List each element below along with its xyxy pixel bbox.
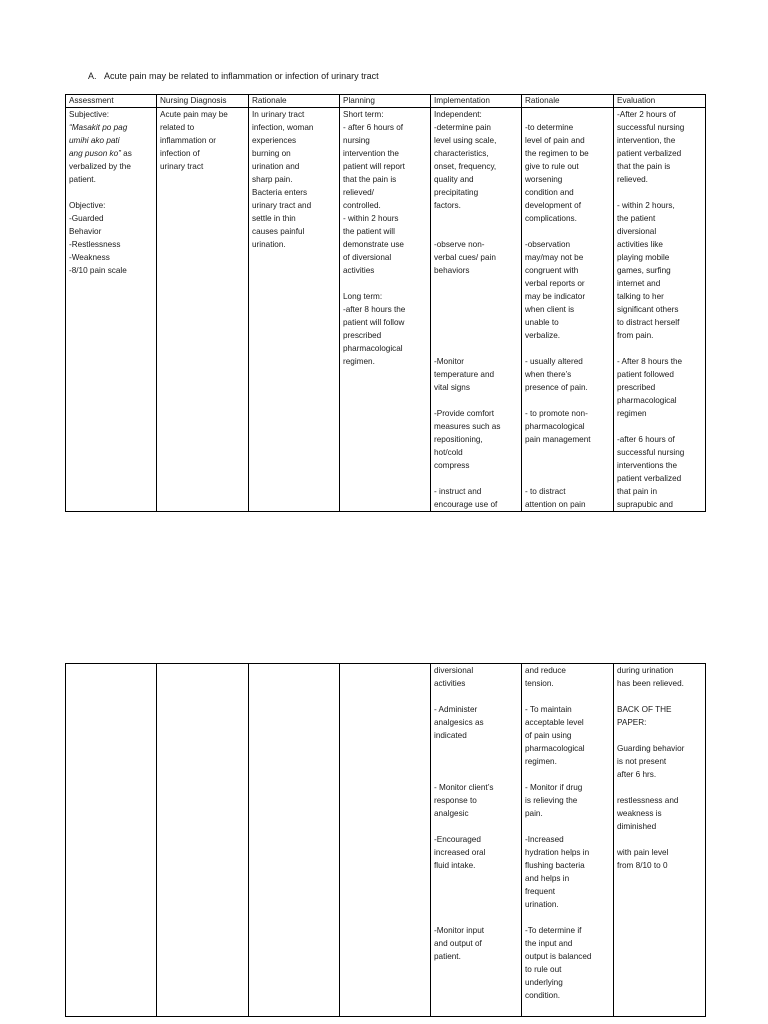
evaluation-line: internet and [617,279,661,288]
rationale2-line: and helps in [525,874,570,883]
rationale2-line: congruent with [525,266,579,275]
rationale2-line: -Increased [525,835,564,844]
implementation-line: factors. [434,201,461,210]
subjective-label: Subjective: [69,110,110,119]
rationale2-line: condition and [525,188,574,197]
rationale2-line: -observation [525,240,571,249]
implementation-line: level using scale, [434,136,497,145]
implementation-line: - Administer [434,705,478,714]
rationale2-line: verbalize. [525,331,561,340]
rationale2-line: and reduce [525,666,566,675]
rationale2-line: output is balanced [525,952,592,961]
planning-line: prescribed [343,331,382,340]
implementation-line: - instruct and [434,487,482,496]
evaluation-line: patient verbalized [617,149,682,158]
evaluation-line: pharmacological [617,396,677,405]
rationale-line: In urinary tract [252,110,305,119]
implementation-line: quality and [434,175,474,184]
evaluation-line: - After 8 hours the [617,357,683,366]
quote-tail: as [120,149,132,158]
evaluation-line: suprapubic and [617,500,673,509]
rationale-line: urinary tract and [252,201,312,210]
planning-line: pharmacological [343,344,403,353]
planning-line: relieved/ [343,188,374,197]
implementation-line: -Monitor input [434,926,485,935]
planning-cell [340,664,431,1017]
column-header: Evaluation [614,95,706,108]
evaluation-line: to distract herself [617,318,680,327]
care-plan-table-page1 [65,94,706,512]
evaluation-line: with pain level [617,848,669,857]
table-row [66,108,706,512]
evaluation-line: restlessness and [617,796,679,805]
column-header: Nursing Diagnosis [157,95,249,108]
objective-item: -8/10 pain scale [69,266,127,275]
rationale2-line: frequent [525,887,556,896]
rationale2-line: - To maintain [525,705,572,714]
evaluation-cell [614,664,706,1017]
planning-line: regimen. [343,357,375,366]
objective-item: -Guarded [69,214,104,223]
implementation-line: activities [434,679,466,688]
rationale2-line: pain. [525,809,543,818]
implementation-line: hot/cold [434,448,463,457]
rationale2-cell [522,664,614,1017]
evaluation-line: -After 2 hours of [617,110,676,119]
planning-line: nursing [343,136,370,145]
implementation-line: analgesic [434,809,469,818]
diagnosis-cell [157,108,249,512]
evaluation-line: after 6 hrs. [617,770,657,779]
planning-line: patient will follow [343,318,405,327]
planning-line: -after 8 hours the [343,305,406,314]
column-header: Rationale [522,95,614,108]
rationale2-line: - usually altered [525,357,583,366]
patient-quote-line: “Masakit po pag [69,123,128,132]
rationale2-line: presence of pain. [525,383,588,392]
implementation-line: measures such as [434,422,501,431]
rationale2-line: give to rule out [525,162,579,171]
evaluation-line: diversional [617,227,657,236]
evaluation-line: from pain. [617,331,654,340]
rationale-line: settle in thin [252,214,296,223]
rationale2-line: the input and [525,939,573,948]
rationale2-line: verbal reports or [525,279,585,288]
implementation-header: Independent: [434,110,482,119]
evaluation-line: talking to her [617,292,664,301]
rationale2-line: underlying [525,978,563,987]
evaluation-line: PAPER: [617,718,647,727]
implementation-line: characteristics, [434,149,489,158]
implementation-line: -determine pain [434,123,491,132]
rationale2-line: to rule out [525,965,562,974]
evaluation-line: Guarding behavior [617,744,685,753]
implementation-line: and output of [434,939,482,948]
evaluation-line: successful nursing [617,448,685,457]
implementation-line: precipitating [434,188,479,197]
planning-line: intervention the [343,149,399,158]
rationale-line: burning on [252,149,291,158]
column-header: Planning [340,95,431,108]
section-heading [88,71,379,82]
rationale-line: urination. [252,240,286,249]
rationale2-line: may/may not be [525,253,584,262]
implementation-line: response to [434,796,477,805]
objective-label: Objective: [69,201,106,210]
diagnosis-cell [157,664,249,1017]
assessment-cell [66,664,157,1017]
evaluation-line: regimen [617,409,647,418]
evaluation-line: diminished [617,822,657,831]
rationale2-line: complications. [525,214,577,223]
evaluation-line: significant others [617,305,679,314]
rationale2-line: tension. [525,679,554,688]
objective-item: -Restlessness [69,240,121,249]
rationale2-line: acceptable level [525,718,584,727]
evaluation-line: games, surfing [617,266,671,275]
implementation-line: encourage use of [434,500,498,509]
patient-quote-line: umihi ako pati [69,136,120,145]
evaluation-line: activities like [617,240,663,249]
implementation-line: indicated [434,731,467,740]
planning-line: of diversional [343,253,392,262]
implementation-line: repositioning, [434,435,483,444]
planning-line: patient will report [343,162,405,171]
diagnosis-line: related to [160,123,195,132]
planning-cell [340,108,431,512]
implementation-line: temperature and [434,370,495,379]
evaluation-line: relieved. [617,175,648,184]
diagnosis-line: inflammation or [160,136,216,145]
rationale-line: causes painful [252,227,305,236]
planning-line: the patient will [343,227,395,236]
header-row [66,95,706,108]
rationale-line: Bacteria enters [252,188,308,197]
rationale2-line: urination. [525,900,559,909]
column-header: Implementation [431,95,522,108]
implementation-line: diversional [434,666,474,675]
implementation-line: fluid intake. [434,861,476,870]
evaluation-line: that the pain is [617,162,671,171]
column-header: Assessment [66,95,157,108]
rationale2-line: -to determine [525,123,574,132]
evaluation-line: has been relieved. [617,679,684,688]
planning-line: - within 2 hours [343,214,399,223]
planning-line: that the pain is [343,175,397,184]
planning-line: demonstrate use [343,240,404,249]
implementation-line: patient. [434,952,461,961]
implementation-line: increased oral [434,848,486,857]
rationale-line: infection, woman [252,123,314,132]
rationale2-line: pharmacological [525,422,585,431]
rationale2-line: may be indicator [525,292,586,301]
rationale2-line: hydration helps in [525,848,590,857]
evaluation-line: successful nursing [617,123,685,132]
evaluation-line: prescribed [617,383,656,392]
planning-line: - after 6 hours of [343,123,404,132]
rationale2-line: development of [525,201,581,210]
patient-quote-line: ang puson ko” [69,149,121,158]
implementation-line: -Monitor [434,357,465,366]
evaluation-cell [614,108,706,512]
rationale2-line: when there’s [525,370,572,379]
implementation-line: -Encouraged [434,835,481,844]
implementation-line: vital signs [434,383,470,392]
rationale-line: experiences [252,136,297,145]
column-header: Rationale [249,95,340,108]
rationale2-line: regimen. [525,757,557,766]
assessment-line: verbalized by the [69,162,131,171]
evaluation-line: interventions the [617,461,678,470]
section-number: A. [88,71,97,81]
objective-item: -Weakness [69,253,110,262]
objective-item: Behavior [69,227,102,236]
implementation-line: - Monitor client’s [434,783,494,792]
implementation-line: -Provide comfort [434,409,495,418]
implementation-cell [431,664,522,1017]
evaluation-line: - within 2 hours, [617,201,675,210]
rationale2-line: when client is [525,305,575,314]
rationale2-line: attention on pain [525,500,586,509]
rationale-line: urination and [252,162,300,171]
assessment-line: patient. [69,175,96,184]
planning-line: Short term: [343,110,384,119]
rationale-cell [249,108,340,512]
implementation-cell [431,108,522,512]
implementation-line: onset, frequency, [434,162,497,171]
rationale2-line: - to promote non- [525,409,588,418]
implementation-line: behaviors [434,266,470,275]
rationale2-line: is relieving the [525,796,578,805]
section-title: Acute pain may be related to inflammation or infection of urinary tract [104,71,379,81]
assessment-cell [66,108,157,512]
rationale2-line: the regimen to be [525,149,589,158]
rationale2-line: - Monitor if drug [525,783,583,792]
diagnosis-line: infection of [160,149,200,158]
planning-line: activities [343,266,375,275]
evaluation-line: patient verbalized [617,474,682,483]
rationale-line: sharp pain. [252,175,293,184]
rationale-cell [249,664,340,1017]
rationale2-line: of pain using [525,731,572,740]
implementation-line: compress [434,461,470,470]
rationale2-line: -To determine if [525,926,582,935]
table-row [66,664,706,1017]
evaluation-line: the patient [617,214,656,223]
evaluation-line: is not present [617,757,667,766]
evaluation-line: that pain in [617,487,658,496]
evaluation-line: weakness is [617,809,662,818]
evaluation-line: BACK OF THE [617,705,672,714]
planning-line: Long term: [343,292,383,301]
rationale2-cell [522,108,614,512]
rationale2-line: pain management [525,435,591,444]
implementation-line: verbal cues/ pain [434,253,496,262]
rationale2-line: - to distract [525,487,566,496]
rationale2-line: level of pain and [525,136,585,145]
implementation-line: analgesics as [434,718,484,727]
rationale2-line: unable to [525,318,559,327]
evaluation-line: patient followed [617,370,674,379]
diagnosis-line: urinary tract [160,162,204,171]
evaluation-line: intervention, the [617,136,676,145]
evaluation-line: from 8/10 to 0 [617,861,668,870]
evaluation-line: playing mobile [617,253,670,262]
planning-line: controlled. [343,201,381,210]
evaluation-line: -after 6 hours of [617,435,675,444]
rationale2-line: pharmacological [525,744,585,753]
implementation-line: -observe non- [434,240,485,249]
rationale2-line: worsening [525,175,563,184]
care-plan-table-page2 [65,663,706,1017]
rationale2-line: condition. [525,991,561,1000]
diagnosis-line: Acute pain may be [160,110,228,119]
rationale2-line: flushing bacteria [525,861,585,870]
evaluation-line: during urination [617,666,674,675]
